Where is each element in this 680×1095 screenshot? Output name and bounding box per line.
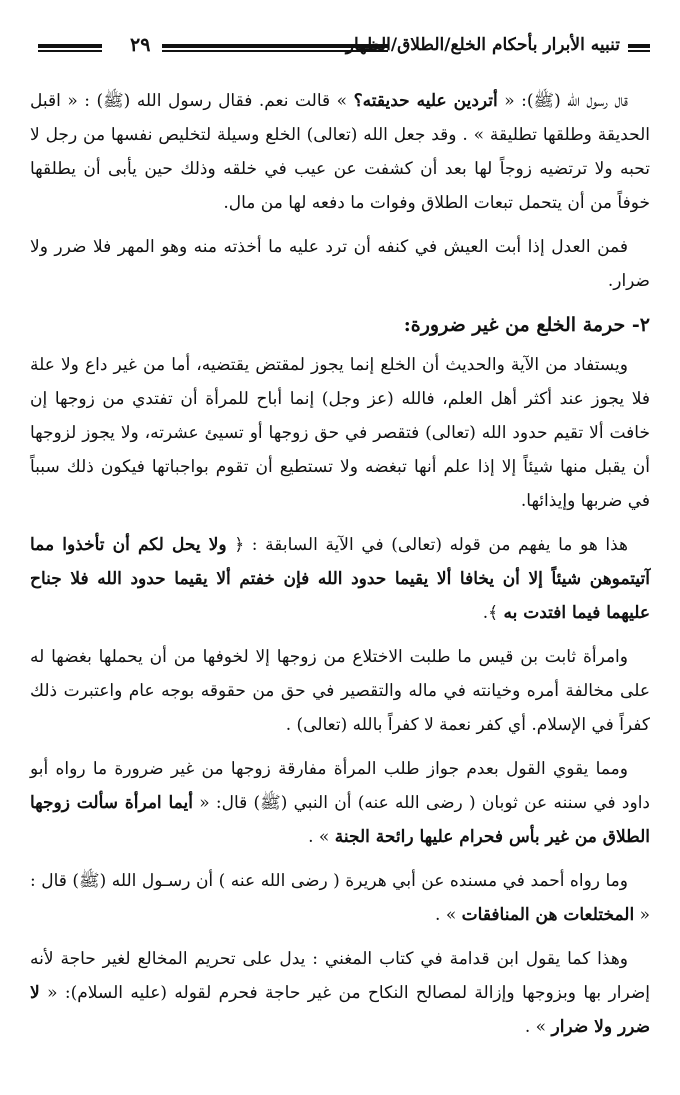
- header-rule-right-thin: [628, 50, 650, 52]
- paragraph-6: ومما يقوي القول بعدم جواز طلب المرأة مفارقة زوجها من غير ضرورة ما رواه أبو داود في سننه عن ثوبان ( رضى الله عنه) أن النبي (ﷺ) قال: « أيما امرأة سألت زوجها الطلاق من غير بأس فحرام عليها رائحة الجنة » .: [30, 759, 651, 847]
- paragraph-8: وهذا كما يقول ابن قدامة في كتاب المغني : يدل على تحريم المخالع لغير حاجة لأنه إضرار بها وبزوجها وإزالة لمصالح النكاح من غير حاجة فحرم لقوله (عليه السلام): « لا ضرر ولا ضرار » .: [30, 949, 650, 1037]
- paragraph-4: هذا هو ما يفهم من قوله (تعالى) في الآية السابقة : ﴿ ولا يحل لكم أن تأخذوا مما آتيتموهن شيئاً إلا أن يخافا ألا يقيما حدود الله فإن خفتم ألا يقيما حدود الله فلا جناح عليهما فيما افتدت به ﴾.: [30, 535, 650, 623]
- page-header: [34, 34, 650, 64]
- hadith-quote: أيما امرأة سألت زوجها الطلاق من غير بأس فحرام عليها رائحة الجنة: [30, 793, 650, 847]
- paragraph-1: قال رسول الله (ﷺ): « أتردين عليه حديقته؟ » قالت نعم. فقال رسول الله (ﷺ) : « اقبل الحديقة وطلقها تطليقة » . وقد جعل الله (تعالى) الخلع وسيلة لتخليص نفسها من رجل لا تحبه ولا ترتضيه زوجاً لها بعد أن كشفت عن عيب في خلقه وذلك حين يأبى أن يطلقها خوفاً من أن يتحمل تبعات الطلاق وفوات ما دفعه لها من مال.: [30, 91, 650, 213]
- header-rule-left-thin: [38, 50, 102, 52]
- header-rule-left: [38, 44, 102, 48]
- paragraph-5: وامرأة ثابت بن قيس ما طلبت الاختلاع من زوجها إلا لخوفها من أن يحملها بغضها له على مخالفة أمره وخيانته في ماله والتقصير في حق من حقوقه بوجه عام واعتبرت ذلك كفراً في الإسلام. أي كفر نعمة لا كفراً بالله (تعالى) .: [30, 647, 650, 735]
- paragraph-7: وما رواه أحمد في مسنده عن أبي هريرة ( رضى الله عنه ) أن رسـول الله (ﷺ) قال : « المختلعات هن المنافقات » .: [30, 871, 650, 925]
- page-body: [30, 84, 650, 1054]
- page-number: ٢٩: [130, 34, 151, 56]
- hadith-quote: لا ضرر ولا ضرار: [30, 983, 650, 1037]
- paragraph-3: ويستفاد من الآية والحديث أن الخلع إنما يجوز لمقتض يقتضيه، أما من غير داع ولا علة فلا يجوز عند أكثر أهل العلم، فالله (عز وجل) إنما أباح للمرأة أن تفتدي من زوجها إن خافت ألا تقيم حدود الله (تعالى) فتقصر في حق زوجها أو تسيئ عشرته، ولا يجوز لزوجها أن يقبل منها شيئاً إلا إذا علم أنها تبغضه ولا تستطيع أن تقوم بواجباتها فيكون ذلك سبباً في ضربها وإيذائها.: [30, 355, 650, 511]
- running-title: تنبيه الأبرار بأحكام الخلع/الطلاق/الظهار: [345, 35, 620, 55]
- quran-verse: ولا يحل لكم أن تأخذوا مما آتيتموهن شيئاً إلا أن يخافا ألا يقيما حدود الله فإن خفتم ألا يقيما حدود الله فلا جناح عليهما فيما افتدت به: [30, 535, 650, 623]
- header-rule-right: [628, 44, 650, 48]
- hadith-quote: المختلعات هن المنافقات: [461, 905, 635, 925]
- paragraph-2: فمن العدل إذا أبت العيش في كنفه أن ترد عليه ما أخذته منه وهو المهر فلا ضرر ولا ضرار.: [30, 237, 650, 291]
- section-heading: ٢- حرمة الخلع من غير ضرورة:: [403, 314, 650, 336]
- hadith-quote: أتردين عليه حديقته؟: [353, 91, 498, 111]
